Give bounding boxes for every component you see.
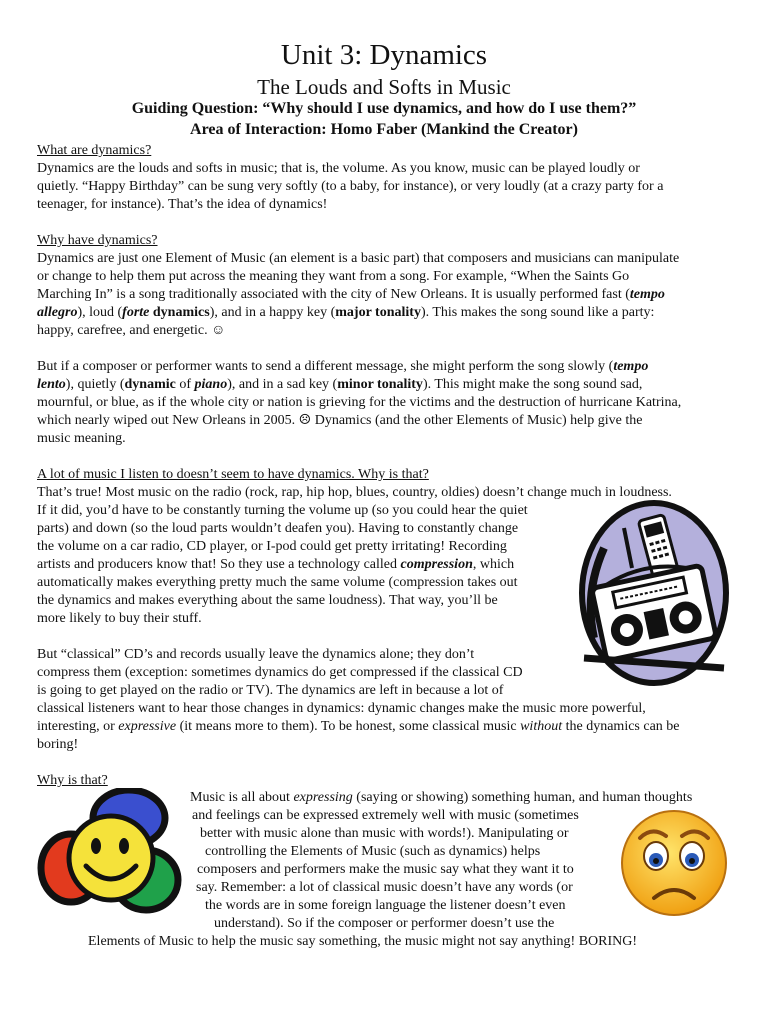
paragraph-line: music meaning. [37, 431, 126, 446]
paragraph-line: boring! [37, 737, 79, 752]
section-heading-why-have: Why have dynamics? [37, 233, 158, 248]
paragraph-line: allegro), loud (forte dynamics), and in a happy key (major tonality). This makes the song sound like a party: [37, 305, 655, 320]
paragraph-line: better with music alone than music with words!). Manipulating or [200, 826, 569, 841]
paragraph-line: say. Remember: a lot of classical music doesn’t have any words (or [196, 880, 573, 895]
paragraph-line: more likely to buy their stuff. [37, 611, 202, 626]
paragraph-line: artists and producers know that! So they use a technology called compression, which [37, 557, 515, 572]
page-title: Unit 3: Dynamics [280, 39, 488, 71]
paragraph-line: or change to help them put across the meaning they want from a song. For example, “When the Saints Go [37, 269, 630, 284]
paragraph-line: parts) and down (so the loud parts wouldn’t deafen you). Having to constantly change [37, 521, 519, 536]
section-heading-what: What are dynamics? [37, 143, 152, 158]
paragraph-line: Dynamics are just one Element of Music (an element is a basic part) that composers and musicians can manipulate [37, 251, 680, 266]
paragraph-line: interesting, or expressive (it means more to them). To be honest, some classical music without the dynamics can be [37, 719, 680, 734]
paragraph-line: But “classical” CD’s and records usually leave the dynamics alone; they don’t [37, 647, 475, 662]
area-of-interaction: Area of Interaction: Homo Faber (Mankind the Creator) [190, 121, 578, 138]
paragraph-line: the words are in some foreign language the listener doesn’t even [205, 898, 566, 913]
sad-face-clipart-icon [618, 804, 730, 922]
paragraph-line: understand). So if the composer or performer doesn’t use the [214, 916, 555, 931]
paragraph-line: happy, carefree, and energetic. ☺ [37, 323, 226, 338]
paragraph-line: the volume on a car radio, CD player, or I-pod could get pretty irritating! Recording [37, 539, 507, 554]
paragraph-line: composers and performers make the music say what they want it to [197, 862, 574, 877]
paragraph-line: classical listeners want to hear those changes in dynamics: dynamic changes make the music more powerful, [37, 701, 646, 716]
paragraph-line: is going to get played on the radio or TV). The dynamics are left in because a lot of [37, 683, 504, 698]
paragraph-line: Elements of Music to help the music say something, the music might not say anything! BORING! [88, 934, 638, 949]
paragraph-line: the dynamics and makes everything about the same loudness). That way, you’ll be [37, 593, 498, 608]
boombox-clipart-icon [574, 498, 734, 688]
paragraph-line: mournful, or blue, as if the whole city or nation is grieving for the victims and the destruction of hurricane Katrina, [37, 395, 682, 410]
paragraph-line: quietly. “Happy Birthday” can be sung very softly (to a baby, for instance), or very loudly (at a crazy party for a [37, 179, 664, 194]
paragraph-line: and feelings can be expressed extremely well with music (sometimes [192, 808, 579, 823]
page-subtitle: The Louds and Softs in Music [257, 75, 511, 99]
paragraph-line: teenager, for instance). That’s the idea of dynamics! [37, 197, 328, 212]
paragraph-line: automatically makes everything pretty much the same volume (compression takes out [37, 575, 518, 590]
section-heading-why-is-that: Why is that? [37, 773, 108, 788]
paragraph-line: But if a composer or performer wants to send a different message, she might perform the song slowly (tempo [37, 359, 649, 374]
paragraph-line: lento), quietly (dynamic of piano), and in a sad key (minor tonality). This might make the song sound sad, [37, 377, 643, 392]
paragraph-line: Dynamics are the louds and softs in music; that is, the volume. As you know, music can be played loudly or [37, 161, 640, 176]
guiding-question: Guiding Question: “Why should I use dynamics, and how do I use them?” [131, 100, 637, 117]
paragraph-line: Marching In” is a song traditionally associated with the city of New Orleans. It is usually performed fast (tempo [37, 287, 665, 302]
happy-face-clipart-icon [36, 788, 182, 920]
paragraph-line: Music is all about expressing (saying or showing) something human, and human thoughts [190, 790, 693, 805]
paragraph-line: which nearly wiped out New Orleans in 2005. ☹ Dynamics (and the other Elements of Music) help give the [37, 413, 643, 428]
paragraph-line: If it did, you’d have to be constantly turning the volume up (so you could hear the quiet [37, 503, 528, 518]
paragraph-line: compress them (exception: sometimes dynamics do get compressed if the classical CD [37, 665, 523, 680]
section-heading-lot-of-music: A lot of music I listen to doesn’t seem to have dynamics. Why is that? [37, 467, 429, 482]
paragraph-line: That’s true! Most music on the radio (rock, rap, hip hop, blues, country, oldies) doesn’t change much in loudness. [37, 485, 672, 500]
paragraph-line: controlling the Elements of Music (such as dynamics) helps [205, 844, 541, 859]
